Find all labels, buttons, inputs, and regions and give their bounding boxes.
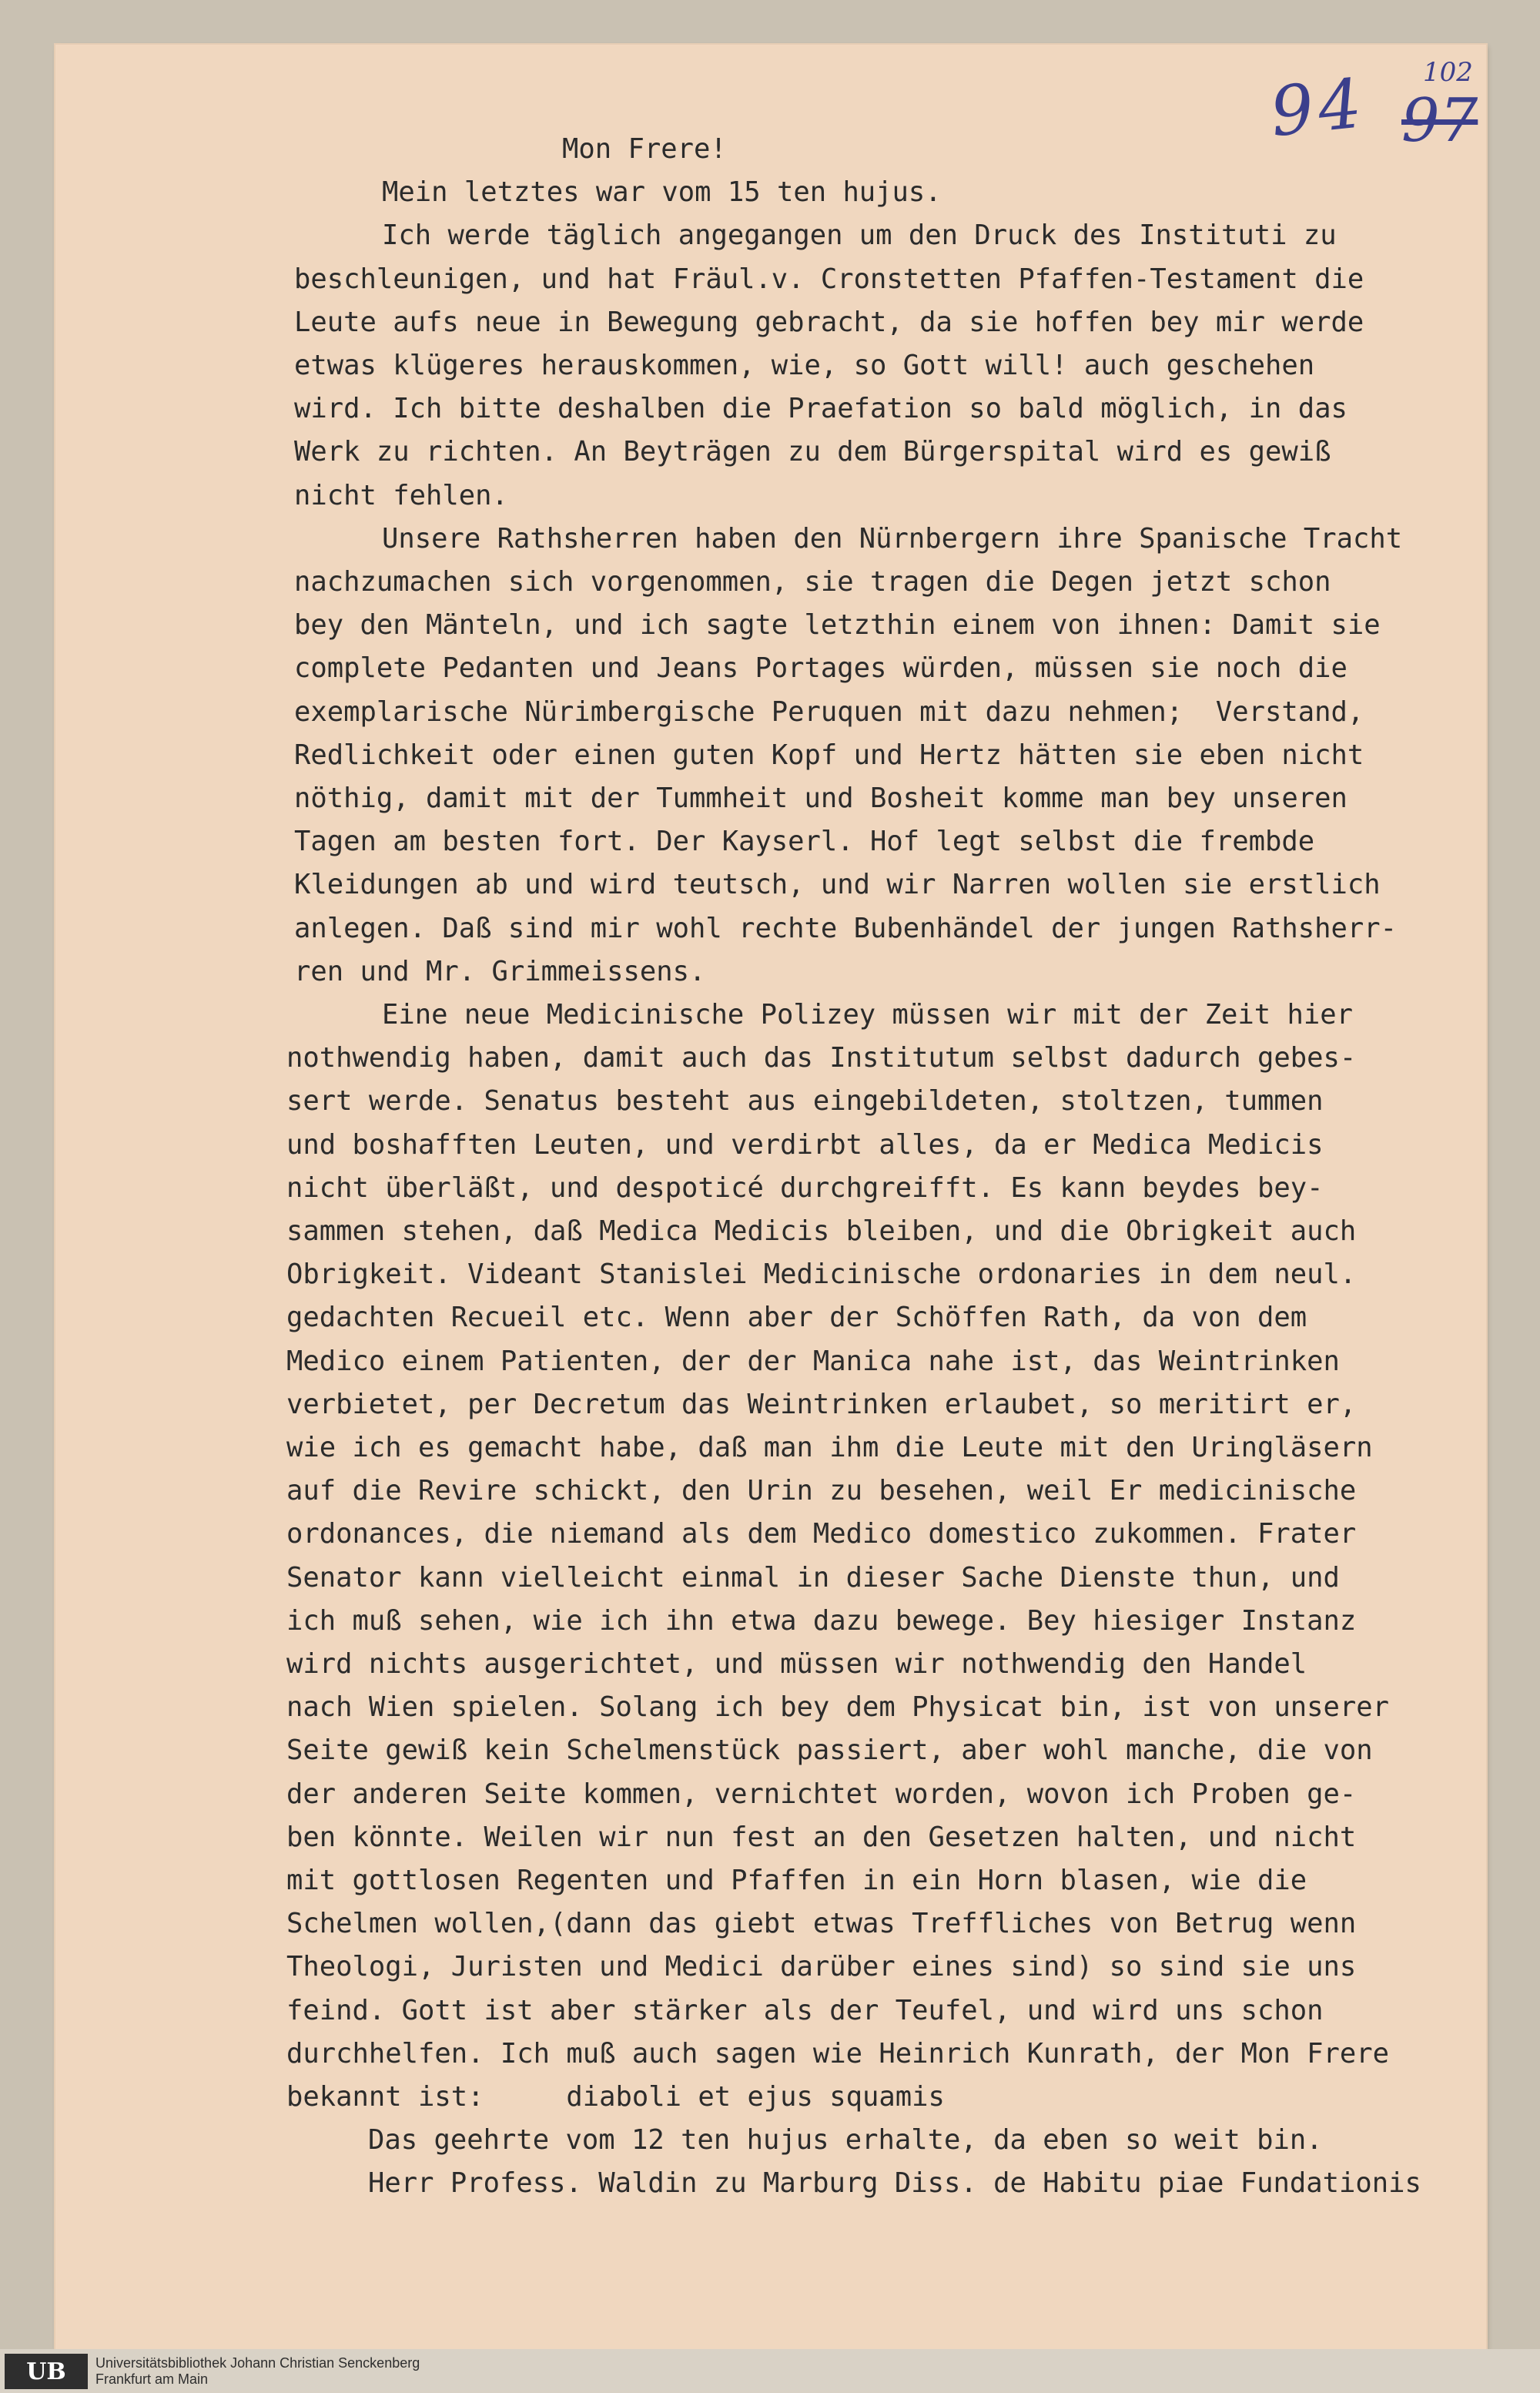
letter-line: sert werde. Senatus besteht aus eingebildeten, stoltzen, tummen	[286, 1085, 1324, 1118]
letter-line: feind. Gott ist aber stärker als der Teufel, und wird uns schon	[286, 1994, 1324, 2026]
letter-line: nicht überläßt, und despoticé durchgreifft. Es kann beydes bey-	[286, 1171, 1324, 1204]
footer-bar	[0, 2349, 1540, 2393]
letter-line: sammen stehen, daß Medica Medicis bleiben, und die Obrigkeit auch	[286, 1215, 1357, 1247]
letter-line: Werk zu richten. An Beyträgen zu dem Bürgerspital wird es gewiß	[294, 436, 1331, 468]
letter-line: complete Pedanten und Jeans Portages würden, müssen sie noch die	[294, 652, 1348, 685]
letter-line: Eine neue Medicinische Polizey müssen wir mit der Zeit hier	[382, 999, 1353, 1031]
letter-line: Das geehrte vom 12 ten hujus erhalte, da eben so weit bin.	[368, 2124, 1323, 2157]
letter-line: Mein letztes war vom 15 ten hujus.	[382, 176, 942, 209]
letter-line: Kleidungen ab und wird teutsch, und wir Narren wollen sie erstlich	[294, 869, 1381, 901]
letter-line: nöthig, damit mit der Tummheit und Bosheit komme man bey unseren	[294, 783, 1348, 814]
letter-line: der anderen Seite kommen, vernichtet worden, wovon ich Proben ge-	[286, 1778, 1357, 1810]
letter-line: und boshafften Leuten, und verdirbt alles, da er Medica Medicis	[286, 1128, 1324, 1161]
letter-line: Obrigkeit. Videant Stanislei Medicinische ordonaries in dem neul.	[286, 1259, 1357, 1291]
letter-line: Senator kann vielleicht einmal in dieser Sache Dienste thun, und	[286, 1561, 1340, 1594]
letter-line: durchhelfen. Ich muß auch sagen wie Heinrich Kunrath, der Mon Frere	[286, 2037, 1389, 2070]
letter-line: verbietet, per Decretum das Weintrinken erlaubet, so meritirt er,	[286, 1388, 1357, 1420]
folio-small-number: 102	[1423, 57, 1473, 88]
letter-line: nachzumachen sich vorgenommen, sie tragen die Degen jetzt schon	[294, 566, 1331, 598]
folio-struck-number: 97	[1401, 86, 1478, 156]
library-logo: UB	[5, 2354, 88, 2389]
letter-line: wird nichts ausgerichtet, und müssen wir nothwendig den Handel	[286, 1648, 1307, 1680]
folio-number: 94	[1266, 62, 1371, 152]
letter-line: ben könnte. Weilen wir nun fest an den Gesetzen halten, und nicht	[286, 1821, 1357, 1853]
letter-line: Seite gewiß kein Schelmenstück passiert, aber wohl manche, die von	[286, 1734, 1373, 1767]
letter-line: nothwendig haben, damit auch das Institutum selbst dadurch gebes-	[286, 1042, 1357, 1074]
letter-line: anlegen. Daß sind mir wohl rechte Bubenhändel der jungen Rathsherr-	[294, 912, 1397, 944]
letter-line: Medico einem Patienten, der der Manica nahe ist, das Weintrinken	[286, 1345, 1340, 1377]
library-name-line1: Universitätsbibliothek Johann Christian Senckenberg	[95, 2355, 420, 2371]
letter-line: Tagen am besten fort. Der Kayserl. Hof legt selbst die frembde	[294, 826, 1315, 858]
letter-line: Schelmen wollen,(dann das giebt etwas Treffliches von Betrug wenn	[286, 1908, 1357, 1940]
letter-line: ordonances, die niemand als dem Medico domestico zukommen. Frater	[286, 1518, 1357, 1550]
letter-line: exemplarische Nürimbergische Peruquen mit dazu nehmen; Verstand,	[294, 695, 1364, 728]
letter-line: Herr Profess. Waldin zu Marburg Diss. de Habitu piae Fundationis	[368, 2167, 1421, 2200]
letter-line: mit gottlosen Regenten und Pfaffen in ein Horn blasen, wie die	[286, 1865, 1307, 1896]
letter-line: nicht fehlen.	[294, 479, 508, 511]
letter-line: Redlichkeit oder einen guten Kopf und Hertz hätten sie eben nicht	[294, 739, 1364, 771]
letter-line: ren und Mr. Grimmeissens.	[294, 955, 706, 987]
letter-line: Theologi, Juristen und Medici darüber eines sind) so sind sie uns	[286, 1951, 1357, 1983]
library-name-line2: Frankfurt am Main	[95, 2371, 209, 2387]
letter-line: wird. Ich bitte deshalben die Praefation so bald möglich, in das	[294, 393, 1348, 425]
letter-line: wie ich es gemacht habe, daß man ihm die Leute mit den Uringläsern	[286, 1432, 1373, 1463]
letter-line: bekannt ist: diaboli et ejus squamis	[286, 2081, 945, 2113]
letter-line: gedachten Recueil etc. Wenn aber der Schöffen Rath, da von dem	[286, 1302, 1307, 1334]
letter-line: Unsere Rathsherren haben den Nürnbergern ihre Spanische Tracht	[382, 522, 1403, 555]
letter-line: bey den Mänteln, und ich sagte letzthin einem von ihnen: Damit sie	[294, 609, 1381, 642]
letter-line: Ich werde täglich angegangen um den Druck des Instituti zu	[382, 220, 1337, 252]
letter-line: Leute aufs neue in Bewegung gebracht, da sie hoffen bey mir werde	[294, 306, 1364, 338]
letter-line: auf die Revire schickt, den Urin zu besehen, weil Er medicinische	[286, 1475, 1357, 1507]
library-name	[95, 2355, 420, 2388]
letter-line: Mon Frere!	[562, 133, 727, 165]
letter-line: beschleunigen, und hat Fräul.v. Cronstetten Pfaffen-Testament die	[294, 263, 1364, 295]
letter-line: etwas klügeres herauskommen, wie, so Gott will! auch geschehen	[294, 350, 1315, 381]
letter-line: nach Wien spielen. Solang ich bey dem Physicat bin, ist von unserer	[286, 1691, 1389, 1724]
letter-line: ich muß sehen, wie ich ihn etwa dazu bewege. Bey hiesiger Instanz	[286, 1604, 1357, 1637]
